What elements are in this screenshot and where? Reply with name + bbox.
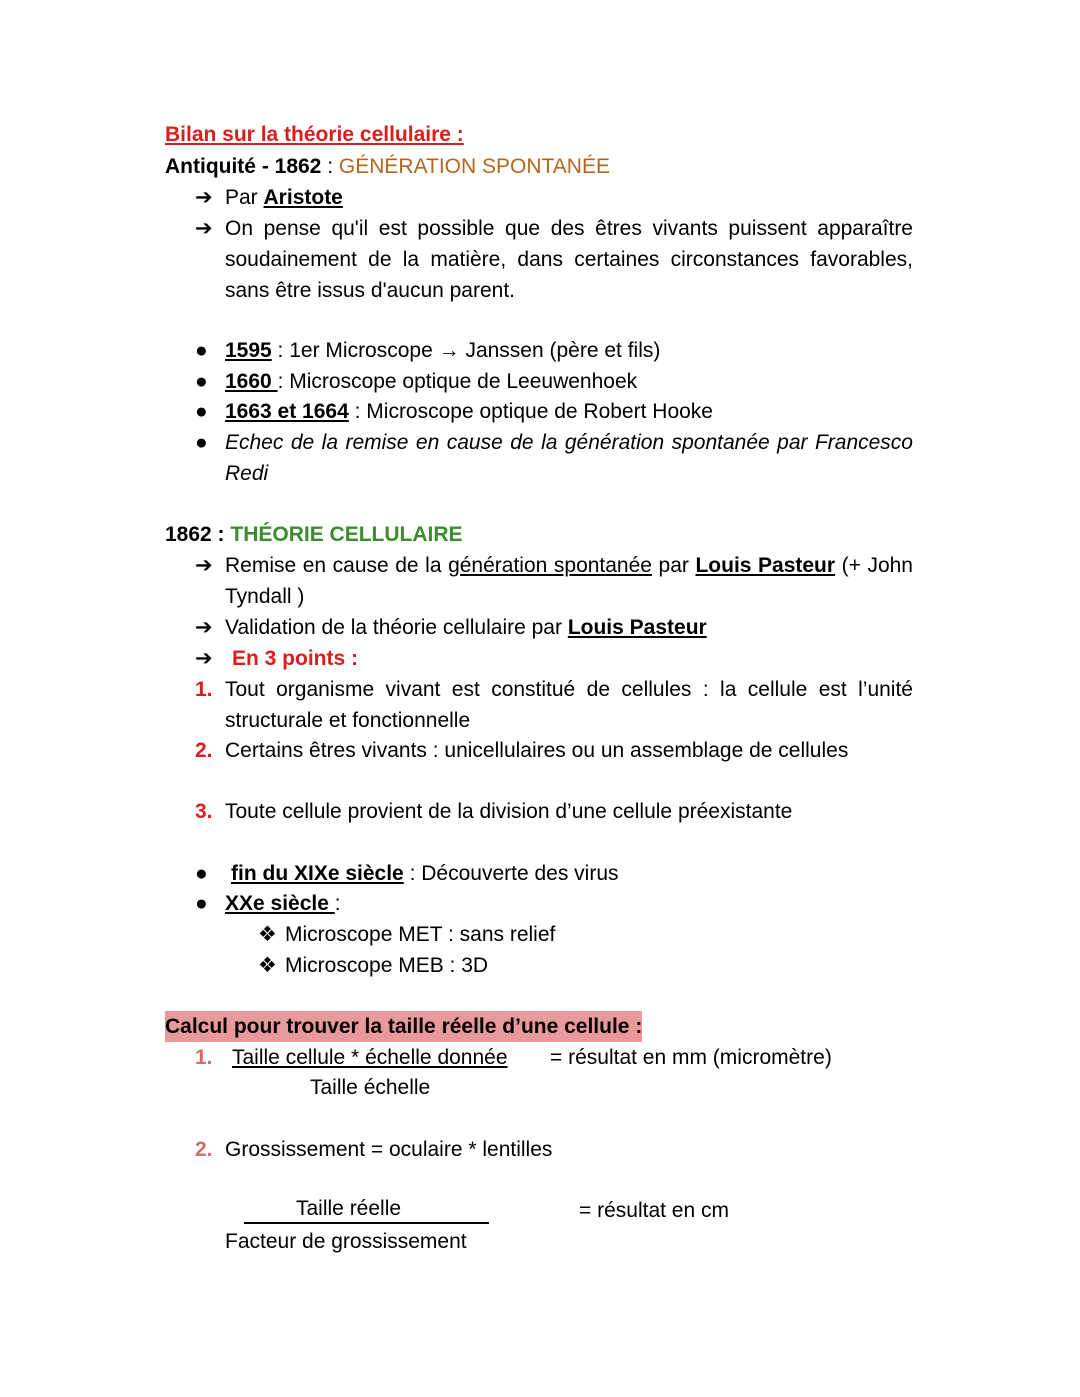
point-number: 1. — [195, 678, 213, 701]
pasteur-challenge: Remise en cause de la génération spontanée par Louis Pasteur (+ John Tyndall ) — [225, 554, 913, 608]
formula1-numerator: Taille cellule * échelle donnée — [232, 1046, 508, 1069]
bullet-icon: ● — [195, 339, 208, 362]
arrow-icon: ➔ — [195, 616, 213, 639]
formula2: Grossissement = oculaire * lentilles — [225, 1138, 553, 1161]
calc-heading: Calcul pour trouver la taille réelle d’une cellule : — [165, 1011, 642, 1042]
point-number: 3. — [195, 800, 213, 823]
sub-item: Microscope MET : sans relief — [285, 923, 556, 946]
formula-number: 1. — [195, 1046, 213, 1069]
arrow-icon: ➔ — [195, 186, 213, 209]
formula3-numerator: Taille réelle — [244, 1195, 489, 1224]
formula3-denominator: Facteur de grossissement — [225, 1230, 467, 1253]
timeline-item: 1663 et 1664 : Microscope optique de Robert Hooke — [225, 400, 713, 423]
point-text: Tout organisme vivant est constitué de cellules : la cellule est l’unité structurale et fonctionnelle — [225, 678, 913, 732]
pasteur-validation: Validation de la théorie cellulaire par Louis Pasteur — [225, 616, 707, 639]
formula1-result: = résultat en mm (micromètre) — [550, 1046, 832, 1069]
bullet-icon: ● — [195, 892, 208, 915]
point-text: Toute cellule provient de la division d’une cellule préexistante — [225, 800, 793, 823]
arrow-icon: ➔ — [195, 554, 213, 577]
bullet-icon: ● — [195, 400, 208, 423]
sub-item: Microscope MEB : 3D — [285, 954, 489, 977]
formula-number: 2. — [195, 1138, 213, 1161]
main-title: Bilan sur la théorie cellulaire : — [165, 123, 464, 146]
aristote-line: Par Aristote — [225, 186, 343, 209]
arrow-icon: ➔ — [195, 647, 213, 670]
spontaneous-description: On pense qu'il est possible que des êtres vivants puissent apparaître soudainement de la matière, dans certaines circonstances favorables, sans être issus d'aucun parent. — [225, 217, 913, 302]
redi-item: Echec de la remise en cause de la génération spontanée par Francesco Redi — [225, 431, 913, 485]
diamond-icon: ❖ — [258, 954, 277, 977]
timeline-item: 1595 : 1er Microscope → Janssen (père et fils) — [225, 339, 661, 362]
diamond-icon: ❖ — [258, 923, 277, 946]
formula1-denominator: Taille échelle — [310, 1076, 431, 1099]
bullet-icon: ● — [195, 431, 208, 454]
section-spontaneous-heading: Antiquité - 1862 : GÉNÉRATION SPONTANÉE — [165, 155, 610, 178]
arrow-icon: ➔ — [195, 217, 213, 240]
timeline-item: 1660 : Microscope optique de Leeuwenhoek — [225, 370, 638, 393]
point-number: 2. — [195, 739, 213, 762]
three-points-label: En 3 points : — [232, 647, 358, 670]
section-cell-theory-heading: 1862 : THÉORIE CELLULAIRE — [165, 523, 463, 546]
bullet-icon: ● — [195, 862, 208, 885]
bullet-icon: ● — [195, 370, 208, 393]
virus-item: fin du XIXe siècle : Découverte des virus — [231, 862, 619, 885]
point-text: Certains êtres vivants : unicellulaires ou un assemblage de cellules — [225, 739, 849, 762]
formula3-result: = résultat en cm — [579, 1199, 729, 1222]
twentieth-century-item: XXe siècle : — [225, 892, 341, 915]
